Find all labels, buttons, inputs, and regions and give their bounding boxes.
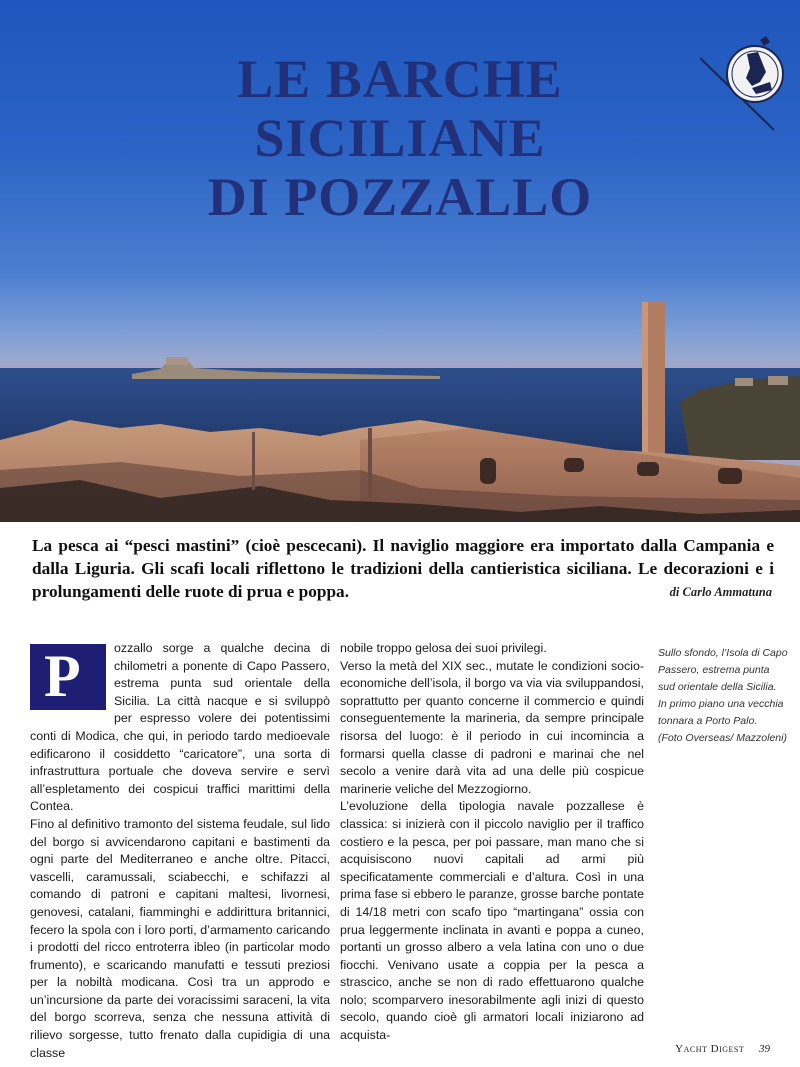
page-number: 39 (759, 1043, 770, 1055)
hero-photo (0, 0, 800, 522)
article-title (0, 50, 800, 227)
body-column-2 (340, 640, 644, 1045)
article-deck: La pesca ai “pesci mastini” (cioè pescecani). Il naviglio maggiore era importato dalla Campania e dalla Liguria. Gli scafi locali riflettono le tradizioni della cantieristica siciliana. Le decorazioni e i prolungamenti delle ruote di prua e poppa. (32, 536, 774, 601)
byline: di Carlo Ammatuna (669, 585, 772, 599)
publication-name: Yacht Digest (675, 1043, 745, 1055)
title-line: SICILIANE (254, 108, 546, 168)
body-column-1 (30, 640, 330, 1062)
paragraph: Fino al definitivo tramonto del sistema feudale, sul lido del borgo si avvicendarono capitani e bastimenti da ogni parte del Mediterraneo e anche oltre. Pitacci, vascelli, caramussali, sciabecchi, e schifazzi al comando di patroni e capitani maltesi, livornesi, genovesi, catalani, fiamminghi e addirittura britannici, fecero la spola con i loro porti, d’armamento caricando i prodotti del ricco entroterra ibleo (in particolar modo frumento), e scaricando manufatti e tessuti preziosi per la nobiltà modicana. Così tra un approdo e un’incursione da parte dei voracissimi saraceni, la vita del borgo scorreva, senza che nessuna attività di rilievo sorgesse, tutto frenato dalla cupidigia di una classe (30, 816, 330, 1060)
title-line: DI POZZALLO (207, 167, 593, 227)
title-line: LE BARCHE (237, 49, 563, 109)
paragraph: L’evoluzione della tipologia navale pozzallese è classica: si inizierà con il piccolo naviglio per il traffico costiero e la pesca, per poi passare, man mano che si acquisiscono nuovi capitali ad armi più specificatamente commerciali e d’altura. Così in una prima fase si ebbero le paranze, grosse barche pontate di 14/18 metri con scafo tipo “martingana” ossia con prua leggermente inclinata in avanti e poppa a cuneo, portanti un grosso albero a vela latina con uno o due fiocchi. Venivano usate a coppia per la pesca a strascico, anche se non di rado effettuarono qualche nolo; scomparvero inesorabilmente agli inizi di questo secolo, quando cioè gli armatori locali iniziarono ad acquista- (340, 799, 644, 1043)
caption-text: Sullo sfondo, l’Isola di Capo Passero, estrema punta sud orientale della Sicilia. In primo piano una vecchia tonnara a Porto Palo. (658, 647, 788, 727)
paragraph: ozzallo sorge a qualche decina di chilometri a ponente di Capo Passero, estrema punta sud orientale della Sicilia. La città nacque e si sviluppò per espresso volere dei potentissimi conti di Modica, che qui, in periodo tardo medioevale edificarono il cosiddetto “caricatore”, una sorta di infrastruttura portuale che doveva servire e servì all’espletamento dei cospicui traffici marittimi della Contea. (30, 641, 330, 814)
photo-credit: (Foto Overseas/ Mazzoleni) (658, 732, 787, 744)
photo-caption (658, 645, 788, 747)
paragraph: nobile troppo gelosa dei suoi privilegi. (340, 641, 547, 655)
paragraph: Verso la metà del XIX sec., mutate le condizioni socio-economiche dell’isola, il borgo va via via sviluppandosi, soprattutto per quanto concerne il commercio e quindi conseguentemente la marineria, da sempre principale risorsa del luogo: è il periodo in cui incomincia a formarsi quella classe di padroni e marinai che nel secolo a venire darà vita ad una delle più cospicue marinerie veliche del Mezzogiorno. (340, 658, 644, 796)
nautical-badge-icon (700, 32, 792, 132)
drop-cap (30, 644, 106, 710)
drop-cap-letter: P (44, 643, 81, 709)
page-footer (675, 1043, 770, 1055)
